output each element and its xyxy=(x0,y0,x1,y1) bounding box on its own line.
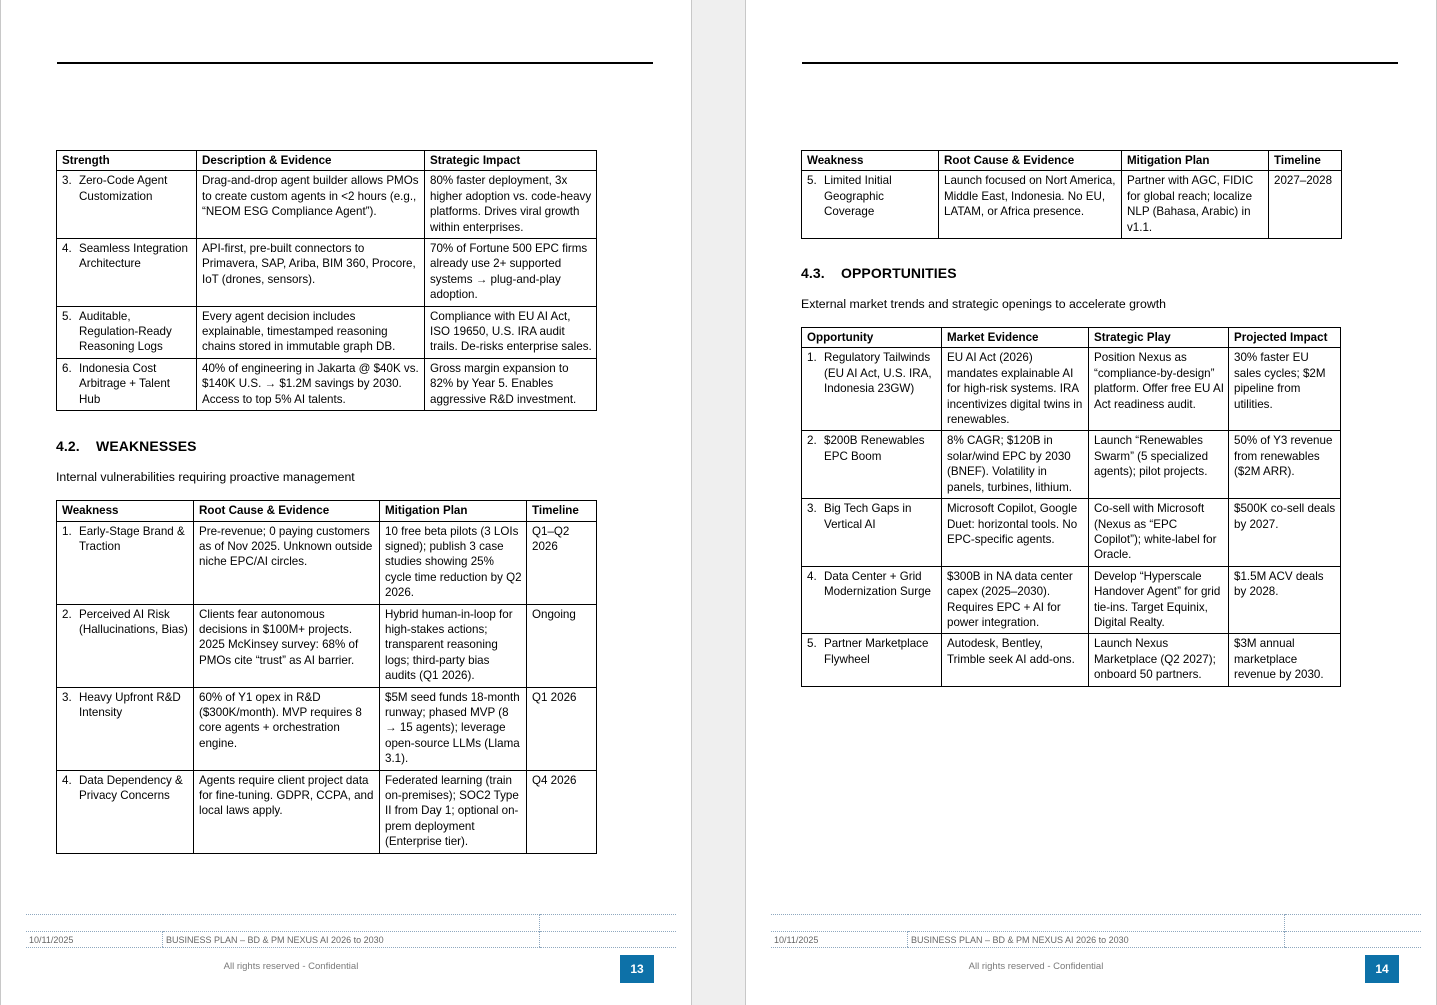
opportunities-table xyxy=(801,327,1341,687)
col-header-strategic-impact: Strategic Impact xyxy=(425,151,597,171)
page-footer-right xyxy=(771,914,1421,948)
table-row xyxy=(802,634,1341,686)
cell-strength-name xyxy=(57,171,197,239)
row-label: Partner Marketplace Flywheel xyxy=(824,637,929,666)
col-header-description-evidence: Description & Evidence xyxy=(197,151,425,171)
cell-strategic-play: Develop “Hyperscale Handover Agent” for grid tie-ins. Target Equinix, Digital Realty. xyxy=(1089,566,1229,634)
cell-market-evidence: Autodesk, Bentley, Trimble seek AI add-ons. xyxy=(942,634,1089,686)
row-number: 3. xyxy=(62,690,72,704)
cell-impact: Compliance with EU AI Act, ISO 19650, U.S. IRA audit trails. De-risks enterprise sales. xyxy=(425,306,597,358)
cell-weakness-name xyxy=(57,687,194,770)
col-header-weakness: Weakness xyxy=(57,501,194,521)
cell-root-cause: Pre-revenue; 0 paying customers as of Nov 2025. Unknown outside niche EPC/AI circles. xyxy=(194,521,380,604)
footer-spacer-3 xyxy=(540,915,677,932)
cell-opportunity-name xyxy=(802,566,942,634)
cell-root-cause: 60% of Y1 opex in R&D ($300K/month). MVP requires 8 core agents + orchestration engine. xyxy=(194,687,380,770)
section-title: OPPORTUNITIES xyxy=(841,265,957,282)
cell-market-evidence: Microsoft Copilot, Google Duet: horizontal tools. No EPC-specific agents. xyxy=(942,499,1089,567)
row-number: 1. xyxy=(62,524,72,538)
row-number: 5. xyxy=(807,637,817,651)
weaknesses-table xyxy=(56,500,597,854)
cell-opportunity-name xyxy=(802,348,942,431)
row-number: 1. xyxy=(807,351,817,365)
cell-mitigation: Federated learning (train on-premises); SOC2 Type II from Day 1; optional on-prem deployment (Enterprise tier). xyxy=(380,770,527,853)
col-header-root-cause: Root Cause & Evidence xyxy=(939,151,1122,171)
row-label: Seamless Integration Architecture xyxy=(79,242,188,271)
table-row xyxy=(57,687,597,770)
table-header-row xyxy=(802,328,1341,348)
table-header-row xyxy=(57,501,597,521)
document-page-13 xyxy=(0,0,692,1005)
col-header-strength: Strength xyxy=(57,151,197,171)
row-label: $200B Renewables EPC Boom xyxy=(824,434,925,463)
row-number: 2. xyxy=(807,434,817,448)
page-content-right xyxy=(801,150,1399,687)
row-label: Data Dependency & Privacy Concerns xyxy=(79,773,183,802)
section-heading-weaknesses xyxy=(56,438,654,454)
page-number-badge: 13 xyxy=(620,955,654,983)
cell-projected-impact: $500K co-sell deals by 2027. xyxy=(1229,499,1341,567)
col-header-mitigation-plan: Mitigation Plan xyxy=(380,501,527,521)
row-number: 5. xyxy=(807,174,817,188)
footer-row-main xyxy=(26,932,676,948)
cell-evidence: Every agent decision includes explainable, timestamped reasoning chains stored in immutable graph DB. xyxy=(197,306,425,358)
cell-opportunity-name xyxy=(802,499,942,567)
table-header-row xyxy=(802,151,1342,171)
cell-weakness-name xyxy=(802,171,939,239)
cell-mitigation: Partner with AGC, FIDIC for global reach; localize NLP (Bahasa, Arabic) in v1.1. xyxy=(1122,171,1269,239)
row-number: 4. xyxy=(807,569,817,583)
col-header-market-evidence: Market Evidence xyxy=(942,328,1089,348)
cell-opportunity-name xyxy=(802,431,942,499)
table-header-row xyxy=(57,151,597,171)
cell-strength-name xyxy=(57,239,197,307)
cell-mitigation: Hybrid human-in-loop for high-stakes actions; transparent reasoning logs; third-party bias audits (Q1 2026). xyxy=(380,604,527,687)
row-number: 6. xyxy=(62,361,72,375)
footer-date: 10/11/2025 xyxy=(26,932,163,948)
cell-mitigation: 10 free beta pilots (3 LOIs signed); publish 3 case studies showing 25% cycle time reduction by Q2 2026. xyxy=(380,521,527,604)
cell-strategic-play: Launch Nexus Marketplace (Q2 2027); onboard 50 partners. xyxy=(1089,634,1229,686)
document-page-14 xyxy=(745,0,1437,1005)
cell-evidence: API-first, pre-built connectors to Primavera, SAP, Ariba, BIM 360, Procore, IoT (drones, sensors). xyxy=(197,239,425,307)
section-number: 4.2. xyxy=(56,438,80,455)
cell-weakness-name xyxy=(57,521,194,604)
cell-strategic-play: Launch “Renewables Swarm” (5 specialized agents); pilot projects. xyxy=(1089,431,1229,499)
row-number: 4. xyxy=(62,773,72,787)
row-label: Indonesia Cost Arbitrage + Talent Hub xyxy=(79,361,170,406)
section-subtitle-opportunities: External market trends and strategic openings to accelerate growth xyxy=(801,297,1167,312)
footer-blank xyxy=(540,932,677,948)
cell-timeline: Ongoing xyxy=(527,604,597,687)
confidential-notice: All rights reserved - Confidential xyxy=(223,961,359,972)
row-number: 5. xyxy=(62,309,72,323)
weaknesses-continued-table xyxy=(801,150,1342,239)
page-header-rule xyxy=(57,62,653,64)
row-number: 3. xyxy=(807,502,817,516)
col-header-mitigation-plan: Mitigation Plan xyxy=(1122,151,1269,171)
cell-projected-impact: 30% faster EU sales cycles; $2M pipeline from utilities. xyxy=(1229,348,1341,431)
row-label: Limited Initial Geographic Coverage xyxy=(824,174,892,219)
cell-strategic-play: Co-sell with Microsoft (Nexus as “EPC Copilot”); white-label for Oracle. xyxy=(1089,499,1229,567)
page-content-left xyxy=(56,150,654,854)
confidential-notice: All rights reserved - Confidential xyxy=(968,961,1104,972)
table-row xyxy=(802,566,1341,634)
cell-impact: 70% of Fortune 500 EPC firms already use 2+ supported systems → plug-and-play adoption. xyxy=(425,239,597,307)
cell-impact: Gross margin expansion to 82% by Year 5. Enables aggressive R&D investment. xyxy=(425,358,597,410)
strengths-table xyxy=(56,150,597,411)
cell-timeline: Q4 2026 xyxy=(527,770,597,853)
table-row xyxy=(57,239,597,307)
cell-market-evidence: EU AI Act (2026) mandates explainable AI for high-risk systems. IRA incentivizes digital twins in renewables. xyxy=(942,348,1089,431)
row-label: Auditable, Regulation-Ready Reasoning Logs xyxy=(79,309,172,354)
table-row xyxy=(57,521,597,604)
cell-projected-impact: $1.5M ACV deals by 2028. xyxy=(1229,566,1341,634)
col-header-opportunity: Opportunity xyxy=(802,328,942,348)
page-number-badge: 14 xyxy=(1365,955,1399,983)
footer-row-main xyxy=(771,932,1421,948)
footer-table xyxy=(26,914,676,948)
row-number: 4. xyxy=(62,242,72,256)
cell-root-cause: Agents require client project data for fine-tuning. GDPR, CCPA, and local laws apply. xyxy=(194,770,380,853)
cell-impact: 80% faster deployment, 3x higher adoption vs. code-heavy platforms. Drives viral growth within enterprises. xyxy=(425,171,597,239)
cell-timeline: Q1 2026 xyxy=(527,687,597,770)
table-row xyxy=(57,770,597,853)
row-label: Early-Stage Brand & Traction xyxy=(79,524,185,553)
table-row xyxy=(802,171,1342,239)
cell-weakness-name xyxy=(57,770,194,853)
table-row xyxy=(802,348,1341,431)
footer-spacer-1 xyxy=(26,915,163,932)
footer-spacer-3 xyxy=(1285,915,1422,932)
row-label: Big Tech Gaps in Vertical AI xyxy=(824,502,912,531)
footer-blank xyxy=(1285,932,1422,948)
cell-root-cause: Launch focused on Nort America, Middle East, Indonesia. No EU, LATAM, or Africa presence. xyxy=(939,171,1122,239)
cell-root-cause: Clients fear autonomous decisions in $100M+ projects. 2025 McKinsey survey: 68% of PMOs cite “trust” as AI barrier. xyxy=(194,604,380,687)
table-row xyxy=(802,431,1341,499)
cell-market-evidence: $300B in NA data center capex (2025–2030). Requires EPC + AI for power integration. xyxy=(942,566,1089,634)
col-header-timeline: Timeline xyxy=(527,501,597,521)
cell-strength-name xyxy=(57,306,197,358)
section-subtitle-weaknesses: Internal vulnerabilities requiring proactive management xyxy=(56,470,355,485)
footer-row-top xyxy=(771,915,1421,932)
table-row xyxy=(802,499,1341,567)
section-title: WEAKNESSES xyxy=(96,438,197,455)
cell-strength-name xyxy=(57,358,197,410)
footer-doc-title: BUSINESS PLAN – BD & PM NEXUS AI 2026 to 2030 xyxy=(163,932,540,948)
table-row xyxy=(57,171,597,239)
cell-opportunity-name xyxy=(802,634,942,686)
section-heading-opportunities xyxy=(801,265,1399,281)
row-label: Data Center + Grid Modernization Surge xyxy=(824,569,931,599)
col-header-weakness: Weakness xyxy=(802,151,939,171)
row-number: 2. xyxy=(62,607,72,621)
table-row xyxy=(57,358,597,410)
cell-weakness-name xyxy=(57,604,194,687)
page-footer-bottom-right xyxy=(771,955,1421,985)
section-number: 4.3. xyxy=(801,265,825,282)
page-header-rule xyxy=(802,62,1398,64)
cell-mitigation: $5M seed funds 18-month runway; phased MVP (8 → 15 agents); leverage open-source LLMs (Llama 3.1). xyxy=(380,687,527,770)
footer-doc-title: BUSINESS PLAN – BD & PM NEXUS AI 2026 to 2030 xyxy=(908,932,1285,948)
table-row xyxy=(57,604,597,687)
cell-timeline: Q1–Q2 2026 xyxy=(527,521,597,604)
cell-strategic-play: Position Nexus as “compliance-by-design” platform. Offer free EU AI Act readiness audit. xyxy=(1089,348,1229,431)
cell-market-evidence: 8% CAGR; $120B in solar/wind EPC by 2030 (BNEF). Volatility in panels, turbines, lithium. xyxy=(942,431,1089,499)
page-footer-bottom-left xyxy=(26,955,676,985)
page-footer-left xyxy=(26,914,676,948)
cell-evidence: Drag-and-drop agent builder allows PMOs to create custom agents in <2 hours (e.g., “NEOM ESG Compliance Agent”). xyxy=(197,171,425,239)
col-header-root-cause: Root Cause & Evidence xyxy=(194,501,380,521)
footer-spacer-2 xyxy=(908,915,1285,932)
footer-spacer-1 xyxy=(771,915,908,932)
footer-table xyxy=(771,914,1421,948)
col-header-projected-impact: Projected Impact xyxy=(1229,328,1341,348)
footer-spacer-2 xyxy=(163,915,540,932)
footer-row-top xyxy=(26,915,676,932)
col-header-timeline: Timeline xyxy=(1269,151,1342,171)
cell-projected-impact: 50% of Y3 revenue from renewables ($2M ARR). xyxy=(1229,431,1341,499)
row-label: Heavy Upfront R&D Intensity xyxy=(79,690,181,719)
footer-date: 10/11/2025 xyxy=(771,932,908,948)
row-label: Regulatory Tailwinds (EU AI Act, U.S. IRA, Indonesia 23GW) xyxy=(824,351,932,396)
row-number: 3. xyxy=(62,174,72,188)
cell-projected-impact: $3M annual marketplace revenue by 2030. xyxy=(1229,634,1341,686)
table-row xyxy=(57,306,597,358)
cell-timeline: 2027–2028 xyxy=(1269,171,1342,239)
cell-evidence: 40% of engineering in Jakarta @ $40K vs. $140K U.S. → $1.2M savings by 2030. Access to top 5% AI talents. xyxy=(197,358,425,410)
row-label: Perceived AI Risk (Hallucinations, Bias) xyxy=(79,607,188,636)
col-header-strategic-play: Strategic Play xyxy=(1089,328,1229,348)
row-label: Zero-Code Agent Customization xyxy=(79,174,168,203)
